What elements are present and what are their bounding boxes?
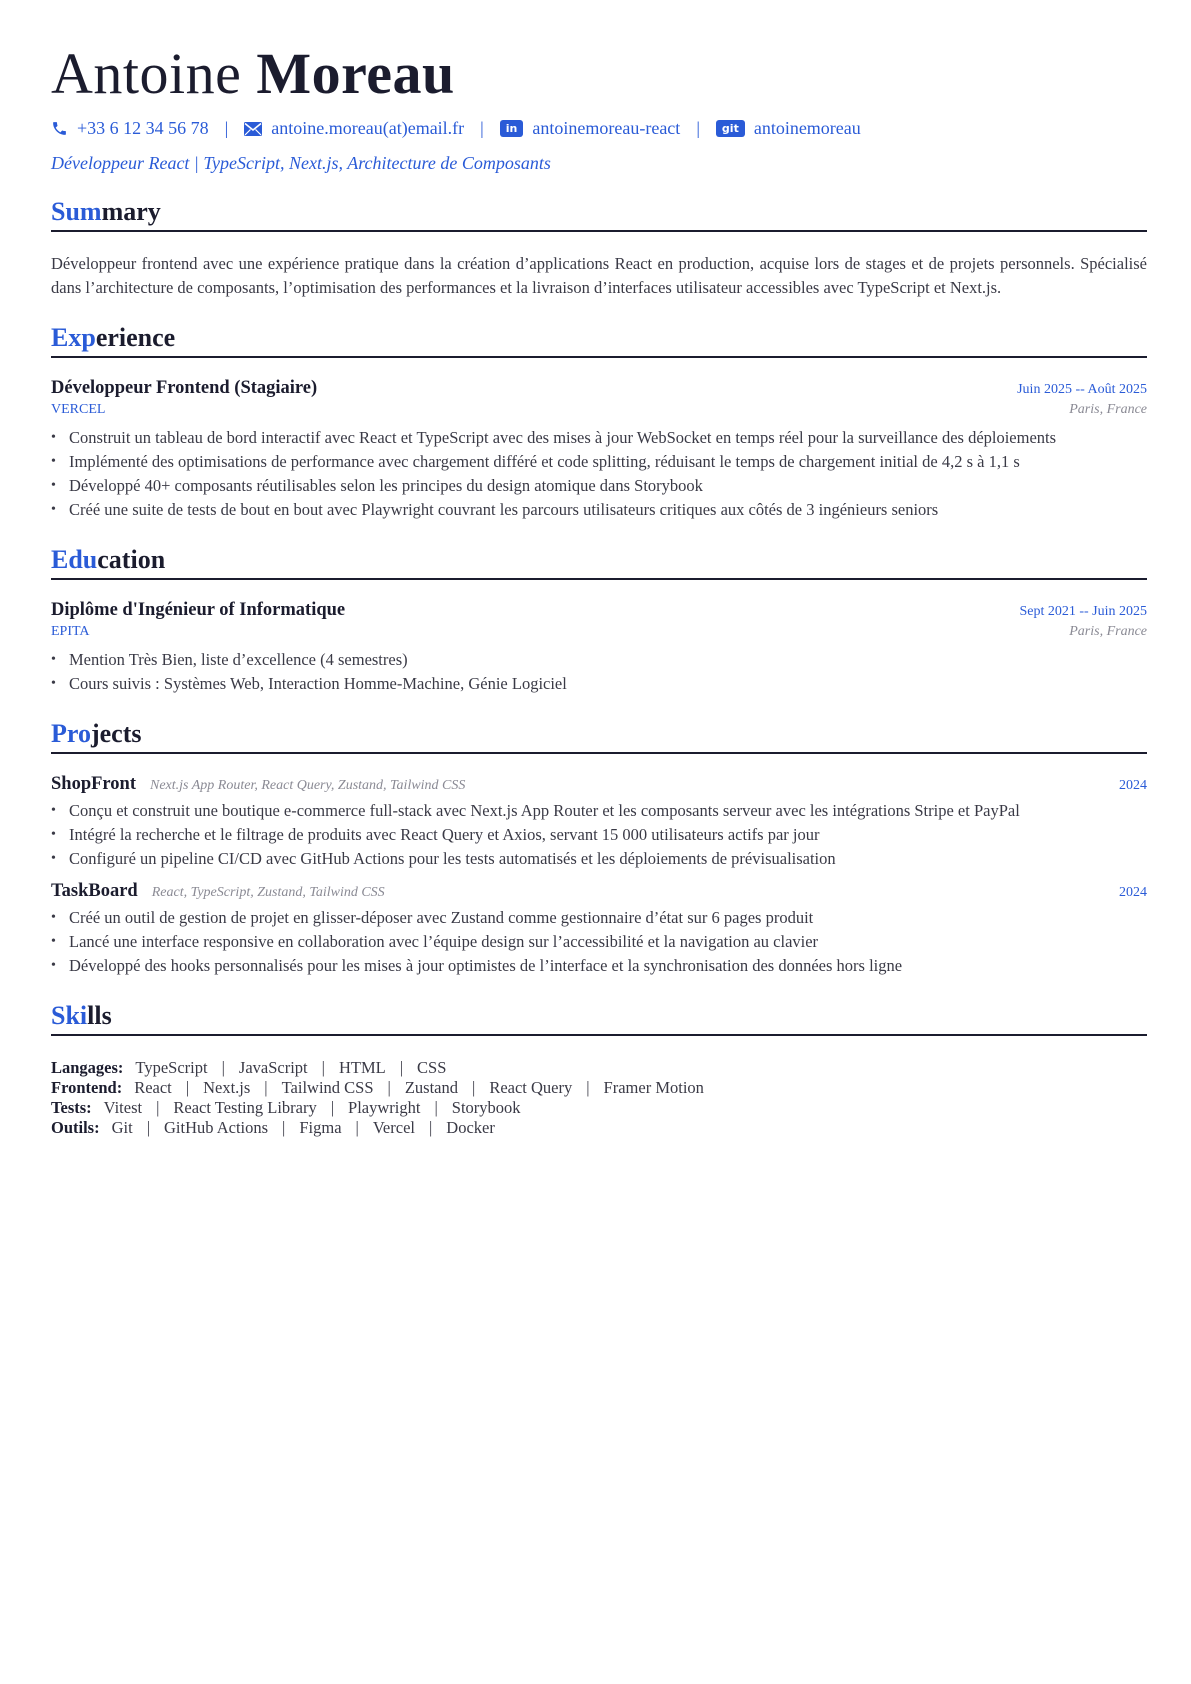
education-section <box>51 544 1147 696</box>
github-handle: antoinemoreau <box>753 118 861 138</box>
separator: | <box>264 1078 268 1097</box>
section-title-education: Education <box>51 544 1147 580</box>
candidate-name <box>51 38 1147 110</box>
skill-category: Tests: <box>51 1098 92 1117</box>
company-name: VERCEL <box>51 402 106 417</box>
section-title-summary: Summary <box>51 196 1147 232</box>
contact-phone[interactable] <box>51 118 209 139</box>
summary-section <box>51 196 1147 300</box>
first-name: Antoine <box>51 41 242 106</box>
separator: | <box>221 1058 225 1077</box>
separator: | <box>146 1118 150 1137</box>
linkedin-handle: antoinemoreau-react <box>532 118 681 138</box>
last-name: Moreau <box>256 41 455 106</box>
skill-item: Next.js <box>203 1078 251 1097</box>
envelope-icon <box>244 122 262 136</box>
separator: | <box>434 1098 438 1117</box>
skill-item: Storybook <box>451 1098 521 1117</box>
list-item: • Développé des hooks personnalisés pour les mises à jour optimistes de l’interface et la synchronisation des données hors ligne <box>51 954 1147 978</box>
project-name: TaskBoard <box>51 881 138 901</box>
skill-item: React Query <box>489 1078 573 1097</box>
projects-section <box>51 718 1147 978</box>
separator: | <box>156 1098 160 1117</box>
list-item: • Cours suivis : Systèmes Web, Interaction Homme-Machine, Génie Logiciel <box>51 672 1147 696</box>
job-dates: Juin 2025 -- Août 2025 <box>1017 382 1147 397</box>
experience-section <box>51 322 1147 522</box>
skill-item: CSS <box>417 1058 447 1077</box>
email-address: antoine.moreau(at)email.fr <box>271 118 465 138</box>
separator: | <box>321 1058 325 1077</box>
separator: | <box>355 1118 359 1137</box>
skill-item: React <box>134 1078 172 1097</box>
degree-title: Diplôme d'Ingénieur of Informatique <box>51 600 346 620</box>
project-year: 2024 <box>1119 885 1147 900</box>
degree-bullets <box>51 648 1147 696</box>
skill-item: Figma <box>299 1118 342 1137</box>
contact-github[interactable] <box>716 118 861 139</box>
project-bullets <box>51 799 1147 871</box>
skill-item: Playwright <box>348 1098 421 1117</box>
contact-bar <box>51 118 1147 139</box>
list-item: • Intégré la recherche et le filtrage de produits avec React Query et Axios, servant 15 000 utilisateurs actifs par jour <box>51 823 1147 847</box>
separator: | <box>224 118 229 138</box>
separator: | <box>387 1078 391 1097</box>
degree-dates: Sept 2021 -- Juin 2025 <box>1019 604 1147 619</box>
linkedin-icon: in <box>500 120 524 137</box>
skill-item: TypeScript <box>135 1058 208 1077</box>
skills-list <box>51 1058 1147 1138</box>
list-item: • Mention Très Bien, liste d’excellence (4 semestres) <box>51 648 1147 672</box>
job-location: Paris, France <box>1069 402 1147 417</box>
experience-entry <box>51 378 1147 522</box>
skill-item: Zustand <box>404 1078 458 1097</box>
separator: | <box>282 1118 286 1137</box>
tagline: Développeur React | TypeScript, Next.js, Architecture de Composants <box>51 153 551 173</box>
skill-item: Tailwind CSS <box>281 1078 374 1097</box>
list-item: • Construit un tableau de bord interactif avec React et TypeScript avec des mises à jour WebSocket en temps réel pour la surveillance des déploiements <box>51 426 1147 450</box>
separator: | <box>330 1098 335 1117</box>
skill-row <box>51 1058 1147 1078</box>
skill-category: Outils: <box>51 1118 100 1137</box>
list-item: • Créé une suite de tests de bout en bout avec Playwright couvrant les parcours utilisateurs critiques aux côtés de 3 ingénieurs seniors <box>51 498 1147 522</box>
project-tech: React, TypeScript, Zustand, Tailwind CSS <box>151 885 385 900</box>
list-item: • Implémenté des optimisations de performance avec chargement différé et code splitting, réduisant le temps de chargement initial de 4,2 s à 1,1 s <box>51 450 1147 474</box>
education-entry <box>51 600 1147 696</box>
job-bullets <box>51 426 1147 522</box>
separator: | <box>480 118 484 138</box>
skill-item: React Testing Library <box>173 1098 317 1117</box>
project-bullets <box>51 906 1147 978</box>
skill-item: Framer Motion <box>603 1078 704 1097</box>
project-tech: Next.js App Router, React Query, Zustand, Tailwind CSS <box>150 778 466 793</box>
list-item: • Lancé une interface responsive en collaboration avec l’équipe design sur l’accessibilité et la navigation au clavier <box>51 930 1147 954</box>
separator: | <box>586 1078 590 1097</box>
skill-item: Git <box>111 1118 133 1137</box>
list-item: • Conçu et construit une boutique e-commerce full-stack avec Next.js App Router et les composants serveur avec les intégrations Stripe et PayPal <box>51 799 1147 823</box>
project-year: 2024 <box>1119 778 1147 793</box>
list-item: • Développé 40+ composants réutilisables selon les principes du design atomique dans Storybook <box>51 474 1147 498</box>
phone-icon <box>51 120 68 137</box>
separator: | <box>428 1118 433 1137</box>
contact-email[interactable] <box>244 118 464 139</box>
separator: | <box>399 1058 404 1077</box>
skill-row <box>51 1078 1147 1098</box>
job-title: Développeur Frontend (Stagiaire) <box>51 378 318 398</box>
project-name: ShopFront <box>51 774 136 794</box>
section-title-skills: Skills <box>51 1000 1147 1036</box>
separator: | <box>472 1078 476 1097</box>
list-item: • Configuré un pipeline CI/CD avec GitHub Actions pour les tests automatisés et les déploiements de prévisualisation <box>51 847 1147 871</box>
skill-item: HTML <box>338 1058 386 1077</box>
skill-item: Vercel <box>372 1118 415 1137</box>
phone-number: +33 6 12 34 56 78 <box>77 118 209 138</box>
skill-category: Frontend: <box>51 1078 123 1097</box>
school-name: EPITA <box>51 624 90 639</box>
resume-page <box>51 38 1147 1138</box>
skill-row <box>51 1098 1147 1118</box>
separator: | <box>185 1078 190 1097</box>
list-item: • Créé un outil de gestion de projet en glisser-déposer avec Zustand comme gestionnaire d’état sur 6 pages produit <box>51 906 1147 930</box>
summary-text: Développeur frontend avec une expérience pratique dans la création d’applications React en production, acquise lors de stages et de projets personnels. Spécialisé dans l’architecture de composants, l’optimisation des performances et la livraison d’interfaces utilisateur accessibles avec TypeScript et Next.js. <box>51 254 1147 297</box>
section-title-projects: Projects <box>51 718 1147 754</box>
skill-item: Vitest <box>103 1098 143 1117</box>
github-icon: git <box>716 120 745 137</box>
school-location: Paris, France <box>1069 624 1147 639</box>
project-entry <box>51 881 1147 978</box>
skill-item: GitHub Actions <box>164 1118 269 1137</box>
skills-section <box>51 1000 1147 1138</box>
project-entry <box>51 774 1147 871</box>
separator: | <box>696 118 700 138</box>
skill-item: JavaScript <box>238 1058 308 1077</box>
skill-category: Langages: <box>51 1058 124 1077</box>
skill-row <box>51 1118 1147 1138</box>
contact-linkedin[interactable] <box>500 118 681 139</box>
section-title-experience: Experience <box>51 322 1147 358</box>
skill-item: Docker <box>446 1118 495 1137</box>
